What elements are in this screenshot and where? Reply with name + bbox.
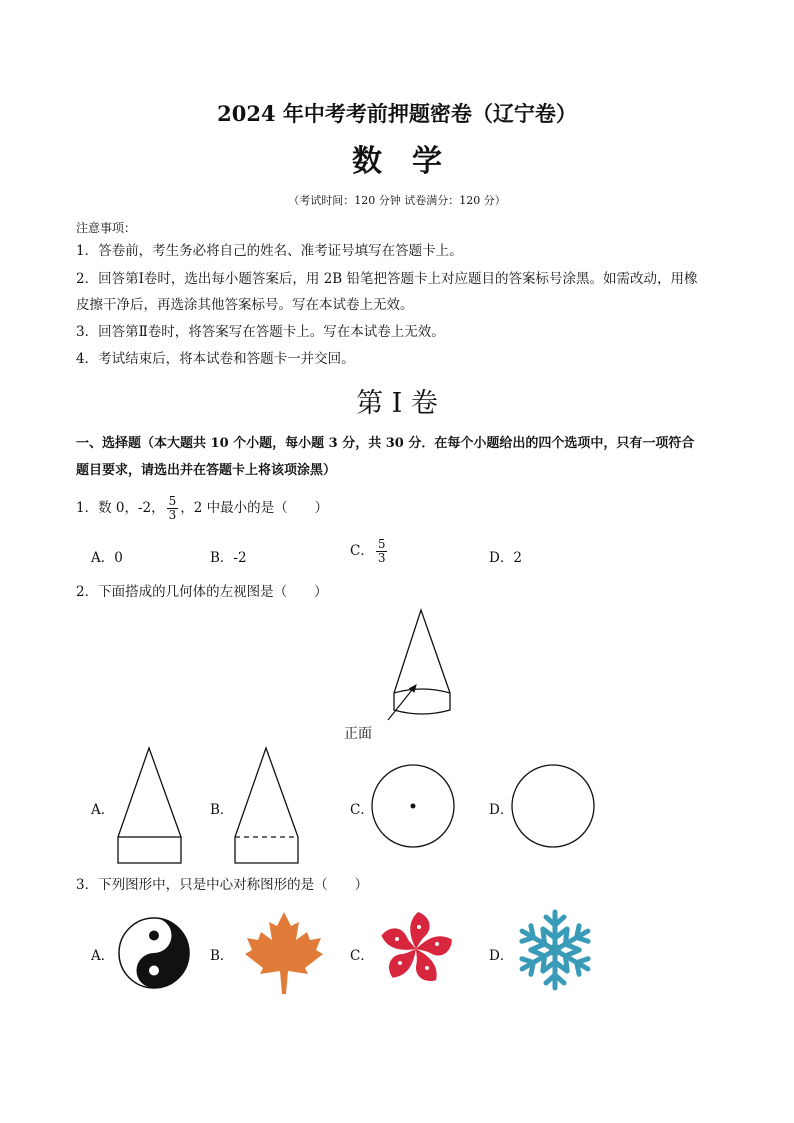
front-arrow bbox=[380, 675, 440, 735]
section-instruction-1: 一、选择题（本大题共 10 个小题，每小题 3 分，共 30 分．在每个小题给出的四个选项中，只有一项符合 bbox=[76, 436, 695, 451]
q2-option-c-figure bbox=[371, 764, 457, 850]
notice-heading: 注意事项： bbox=[76, 221, 137, 235]
q2-option-a-label: A． bbox=[91, 802, 115, 818]
q1-option-c bbox=[350, 538, 389, 565]
section-instruction-2: 题目要求，请选出并在答题卡上将该项涂黑） bbox=[76, 463, 337, 478]
subject-title: 数学 bbox=[352, 144, 472, 179]
q1-fraction bbox=[167, 495, 179, 522]
section-title: 第 I 卷 bbox=[356, 388, 438, 419]
q1-option-c-label: C． bbox=[350, 543, 374, 559]
q2-option-b-figure bbox=[232, 745, 302, 867]
exam-title: 2024 年中考考前押题密卷（辽宁卷） bbox=[217, 101, 577, 126]
yin-yang-icon bbox=[117, 916, 191, 990]
q2-option-b-label: B． bbox=[210, 802, 234, 818]
q1-frac-num: 5 bbox=[168, 494, 177, 508]
q1-option-a: A．0 bbox=[91, 550, 123, 566]
q3-option-b-label: B． bbox=[210, 948, 234, 964]
q2-option-d-figure bbox=[511, 764, 597, 850]
bauhinia-flower-icon bbox=[375, 908, 457, 990]
notice-item-2-cont: 皮擦干净后，再选涂其他答案标号。写在本试卷上无效。 bbox=[76, 297, 414, 313]
front-label: 正面 bbox=[344, 726, 372, 742]
q3-option-c-label: C． bbox=[350, 948, 374, 964]
q3-option-d-label: D． bbox=[489, 948, 514, 964]
center-dot bbox=[411, 804, 416, 809]
maple-leaf-icon bbox=[243, 910, 325, 994]
question-3-stem: 3．下列图形中，只是中心对称图形的是（ ） bbox=[76, 877, 369, 893]
notice-item-4: 4．考试结束后，将本试卷和答题卡一并交回。 bbox=[76, 351, 355, 367]
q3-option-a-label: A． bbox=[91, 948, 115, 964]
notice-item-1: 1．答卷前，考生务必将自己的姓名、准考证号填写在答题卡上。 bbox=[76, 243, 463, 259]
q1-stem-after: ，2 中最小的是（ ） bbox=[180, 500, 329, 516]
q1-option-b: B．-2 bbox=[210, 550, 247, 566]
q1-option-d: D．2 bbox=[489, 550, 522, 566]
exam-info: （考试时间：120 分钟 试卷满分：120 分） bbox=[288, 194, 506, 207]
q1-option-c-fraction bbox=[376, 538, 388, 565]
notice-item-2: 2．回答第Ⅰ卷时，选出每小题答案后，用 2B 铅笔把答题卡上对应题目的答案标号涂黑。如需改动，用橡 bbox=[76, 271, 698, 287]
question-1-stem bbox=[76, 495, 328, 522]
q1-option-c-den: 3 bbox=[377, 551, 386, 565]
notice-item-3: 3．回答第Ⅱ卷时，将答案写在答题卡上。写在本试卷上无效。 bbox=[76, 324, 445, 340]
q2-option-a-figure bbox=[115, 745, 185, 867]
q1-frac-den: 3 bbox=[168, 508, 177, 522]
q2-option-d-label: D． bbox=[489, 802, 514, 818]
question-2-stem: 2．下面搭成的几何体的左视图是（ ） bbox=[76, 584, 328, 600]
q2-option-c-label: C． bbox=[350, 802, 374, 818]
snowflake-icon bbox=[514, 908, 596, 992]
q1-option-c-num: 5 bbox=[377, 537, 386, 551]
q1-stem-before: 1．数 0，-2， bbox=[76, 500, 165, 516]
